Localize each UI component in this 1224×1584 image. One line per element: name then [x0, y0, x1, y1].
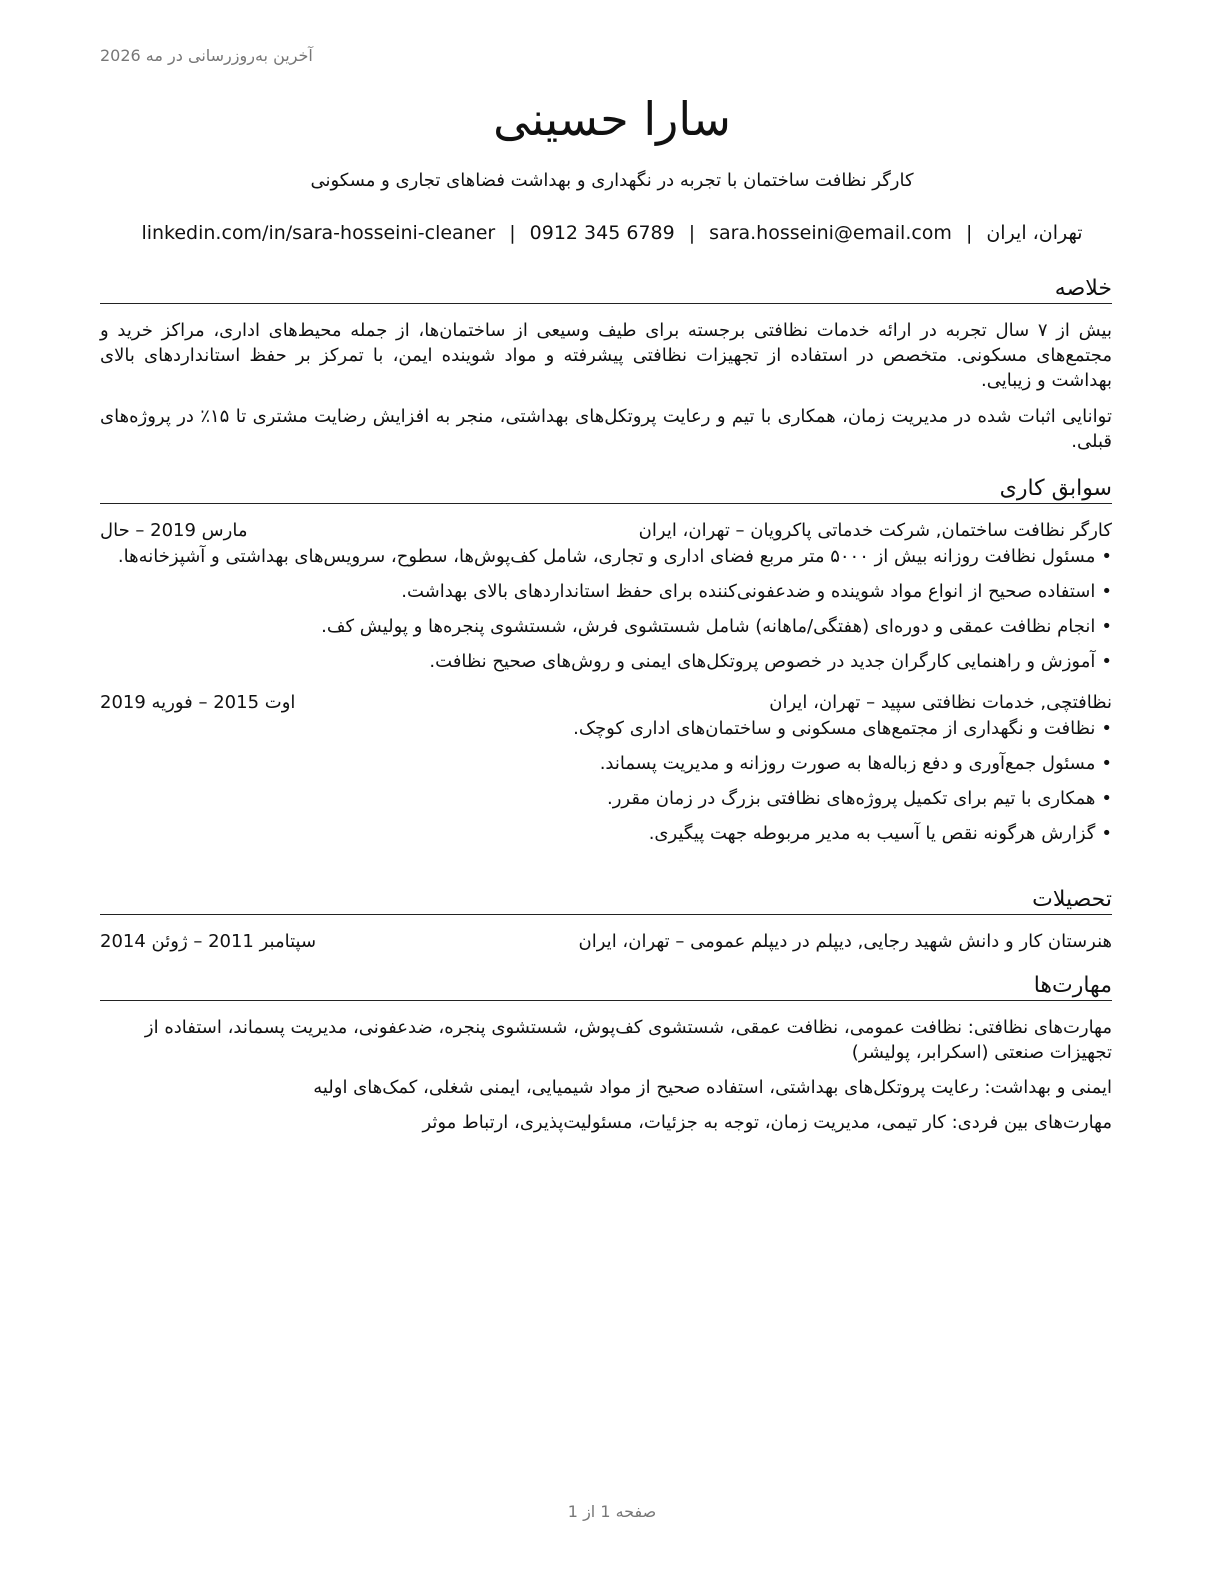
section-title-summary: خلاصه — [100, 276, 1112, 304]
skill-line: مهارت‌های نظافتی: نظافت عمومی، نظافت عمقی، شستشوی کف‌پوش، شستشوی پنجره، ضدعفونی، مدیریت پسماند، استفاده از تجهیزات صنعتی (اسکرابر، پولیشر) — [144, 1017, 1112, 1063]
list-item: • مسئول جمع‌آوری و دفع زباله‌ها به صورت روزانه و مدیریت پسماند. — [100, 752, 1112, 776]
separator: | — [509, 222, 516, 244]
headline: کارگر نظافت ساختمان با تجربه در نگهداری و بهداشت فضاهای تجاری و مسکونی — [310, 170, 914, 191]
education-title: هنرستان کار و دانش شهید رجایی, دیپلم در دیپلم عمومی – تهران، ایران — [578, 931, 1112, 952]
job-dates: مارس 2019 – حال — [100, 520, 248, 541]
list-item: • استفاده صحیح از انواع مواد شوینده و ضدعفونی‌کننده برای حفظ استانداردهای بالای بهداشت. — [100, 580, 1112, 604]
list-item: • نظافت و نگهداری از مجتمع‌های مسکونی و ساختمان‌های اداری کوچک. — [100, 717, 1112, 741]
job-title: نظافتچی, خدمات نظافتی سپید – تهران، ایران — [769, 692, 1112, 713]
job-header — [100, 692, 1112, 713]
job-bullets — [100, 545, 1112, 674]
section-title-skills: مهارت‌ها — [100, 973, 1112, 1001]
list-item: • انجام نظافت عمقی و دوره‌ای (هفتگی/ماهانه) شامل شستشوی فرش، شستشوی پنجره‌ها و پولیش کف. — [100, 615, 1112, 639]
job-title: کارگر نظافت ساختمان, شرکت خدماتی پاکرویان – تهران، ایران — [638, 520, 1112, 541]
summary-section — [100, 276, 1112, 454]
list-item: • گزارش هرگونه نقص یا آسیب به مدیر مربوطه جهت پیگیری. — [100, 822, 1112, 846]
contact-line — [0, 222, 1224, 244]
skill-line: ایمنی و بهداشت: رعایت پروتکل‌های بهداشتی، استفاده صحیح از مواد شیمیایی، ایمنی شغلی، کمک‌های اولیه — [313, 1077, 1112, 1098]
linkedin-link[interactable]: linkedin.com/in/sara-hosseini-cleaner — [141, 222, 496, 244]
experience-section — [100, 476, 1112, 857]
job-dates: اوت 2015 – فوریه 2019 — [100, 692, 296, 713]
separator: | — [688, 222, 696, 244]
candidate-name: سارا حسینی — [493, 92, 731, 146]
list-item: • آموزش و راهنمایی کارگران جدید در خصوص پروتکل‌های ایمنی و روش‌های صحیح نظافت. — [100, 650, 1112, 674]
summary-paragraph: توانایی اثبات شده در مدیریت زمان، همکاری با تیم و رعایت پروتکل‌های بهداشتی، منجر به افزایش رضایت مشتری تا ۱۵٪ در پروژه‌های قبلی. — [100, 406, 1112, 452]
last-updated-note: آخرین به‌روزرسانی در مه 2026 — [100, 46, 313, 65]
page-number: صفحه 1 از 1 — [567, 1502, 657, 1521]
skills-section — [100, 973, 1112, 1145]
job-header — [100, 520, 1112, 541]
section-title-education: تحصیلات — [100, 887, 1112, 915]
section-title-experience: سوابق کاری — [100, 476, 1112, 504]
summary-paragraph: بیش از ۷ سال تجربه در ارائه خدمات نظافتی برجسته برای طیف وسیعی از ساختمان‌ها، از جمله محیط‌های اداری، مراکز خرید و مجتمع‌های مسکونی. متخصص در استفاده از تجهیزات نظافتی پیشرفته و مواد شوینده ایمن، با تمرکز بر حفظ استانداردهای بالای بهداشت و زیبایی. — [100, 320, 1112, 391]
list-item: • مسئول نظافت روزانه بیش از ۵۰۰۰ متر مربع فضای اداری و تجاری، شامل کف‌پوش‌ها، سطوح، سرویس‌های بهداشتی و آشپزخانه‌ها. — [100, 545, 1112, 569]
education-dates: سپتامبر 2011 – ژوئن 2014 — [100, 931, 317, 952]
phone-number: 0912 345 6789 — [529, 222, 675, 244]
job-bullets — [100, 717, 1112, 846]
email-link[interactable]: sara.hosseini@email.com — [709, 222, 952, 244]
education-entry — [100, 931, 1112, 952]
education-section — [100, 887, 1112, 952]
location: تهران، ایران — [986, 222, 1083, 244]
list-item: • همکاری با تیم برای تکمیل پروژه‌های نظافتی بزرگ در زمان مقرر. — [100, 787, 1112, 811]
separator: | — [965, 222, 973, 244]
skill-line: مهارت‌های بین فردی: کار تیمی، مدیریت زمان، توجه به جزئیات، مسئولیت‌پذیری، ارتباط موثر — [422, 1112, 1112, 1133]
